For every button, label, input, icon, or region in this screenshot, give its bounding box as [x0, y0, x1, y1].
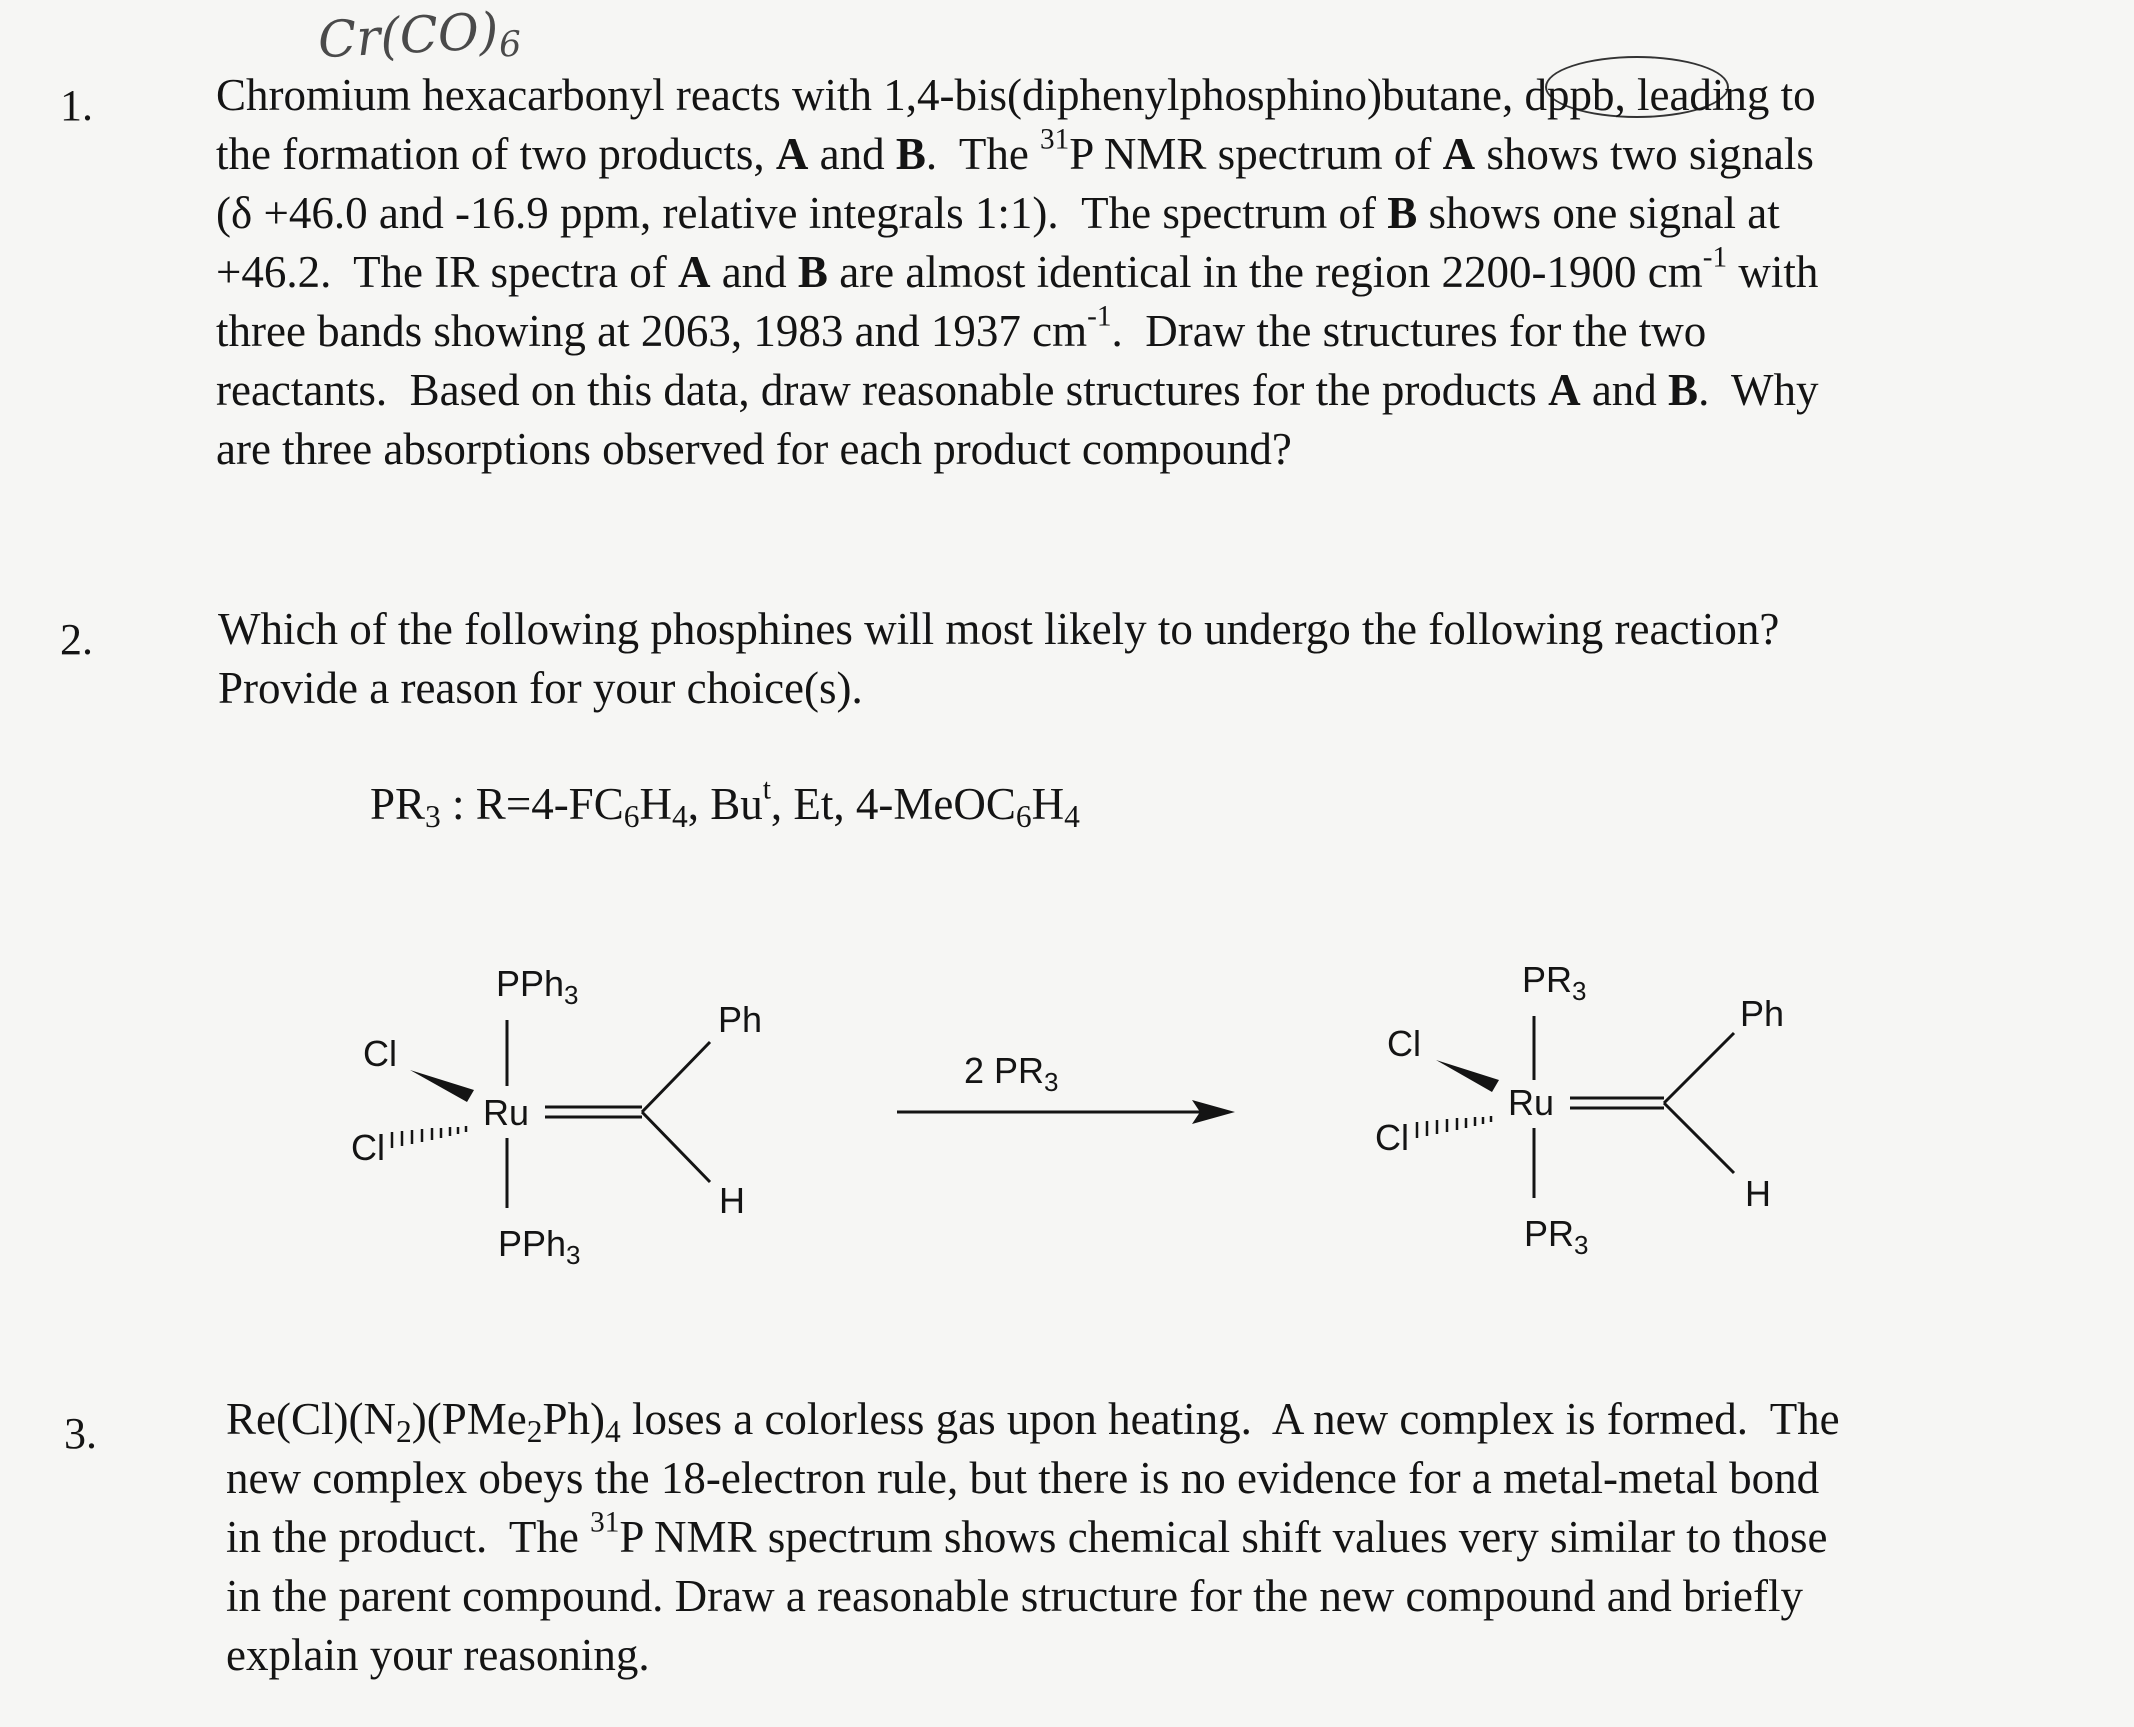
q1-line-4: +46.2. The IR spectra of A and B are almost identical in the region 2200-1900 $cm^{-1}$ with — [216, 241, 1819, 297]
q2-line-2: Provide a reason for your choice(s). — [218, 663, 863, 713]
question-3-text — [226, 1390, 2126, 1685]
q1-line-6: reactants. Based on this data, draw reasonable structures for the products A and B. Why — [216, 365, 1819, 415]
q2-line-1: Which of the following phosphines will most likely to undergo the following reaction? — [218, 604, 1780, 654]
q3-line-3: in the product. The $^{31}$P NMR spectrum shows chemical shift values very similar to those — [226, 1506, 1828, 1562]
q1-line-2: the formation of two products, A and B. The $^{31}$P NMR spectrum of A shows two signals — [216, 123, 1814, 179]
q3-line-1: $Re(Cl)(N_2)(PMe_2Ph)_4$ loses a colorless gas upon heating. A new complex is formed. The — [226, 1394, 1840, 1449]
q1-line-1: Chromium hexacarbonyl reacts with 1,4-bis(diphenylphosphino)butane, dppb, leading to — [216, 70, 1816, 120]
reactant-hash-bond — [392, 1126, 466, 1148]
reactant-top-ligand: PPh$_3$ — [496, 963, 579, 1010]
product-bottom-ligand: $PR_3$ — [1524, 1213, 1589, 1260]
product-complex — [1375, 959, 1784, 1260]
q1-line-5: three bands showing at 2063, 1983 and 1937 $cm^{-1}$. Draw the structures for the two — [216, 300, 1707, 356]
product-hash-bond — [1417, 1116, 1491, 1138]
question-2-number: 2. — [60, 615, 93, 664]
q1-line-3: (δ +46.0 and -16.9 ppm, relative integrals 1:1). The spectrum of B shows one signal at — [216, 188, 1780, 238]
reactant-cl-1: Cl — [363, 1033, 397, 1074]
q1-line-7: are three absorptions observed for each product compound? — [216, 424, 1292, 474]
product-ph: Ph — [1740, 993, 1785, 1034]
arrow-label: 2 $PR_3$ — [964, 1050, 1059, 1097]
reactant-ph: Ph — [718, 999, 763, 1040]
product-top-ligand: $PR_3$ — [1522, 959, 1587, 1006]
reactant-h: H — [719, 1180, 745, 1221]
q3-line-4: in the parent compound. Draw a reasonable structure for the new compound and briefly — [226, 1571, 1803, 1621]
phosphine-list: $PR_3$ : $R=4-FC_6H_4$, Bu$^t$, Et, $4-MeOC_6H_4$ — [370, 773, 1080, 834]
product-cl-1: Cl — [1387, 1023, 1421, 1064]
product-h: H — [1745, 1173, 1771, 1214]
product-metal: Ru — [1508, 1082, 1555, 1123]
q3-line-5: explain your reasoning. — [226, 1630, 650, 1680]
question-1-number: 1. — [60, 81, 93, 130]
product-cl-2: Cl — [1375, 1117, 1409, 1158]
reactant-bottom-ligand: PPh$_3$ — [498, 1223, 581, 1270]
reactant-complex — [351, 963, 762, 1270]
reaction-arrow — [897, 1050, 1235, 1124]
product-wedge-bond — [1436, 1060, 1499, 1092]
reactant-cl-2: Cl — [351, 1127, 385, 1168]
q3-line-2: new complex obeys the 18-electron rule, but there is no evidence for a metal-metal bond — [226, 1453, 1820, 1503]
reactant-metal: Ru — [483, 1092, 530, 1133]
question-3-number: 3. — [64, 1409, 97, 1458]
reactant-wedge-bond — [410, 1070, 474, 1102]
handwritten-annotation: $Cr(CO)_6$ — [316, 1, 523, 70]
